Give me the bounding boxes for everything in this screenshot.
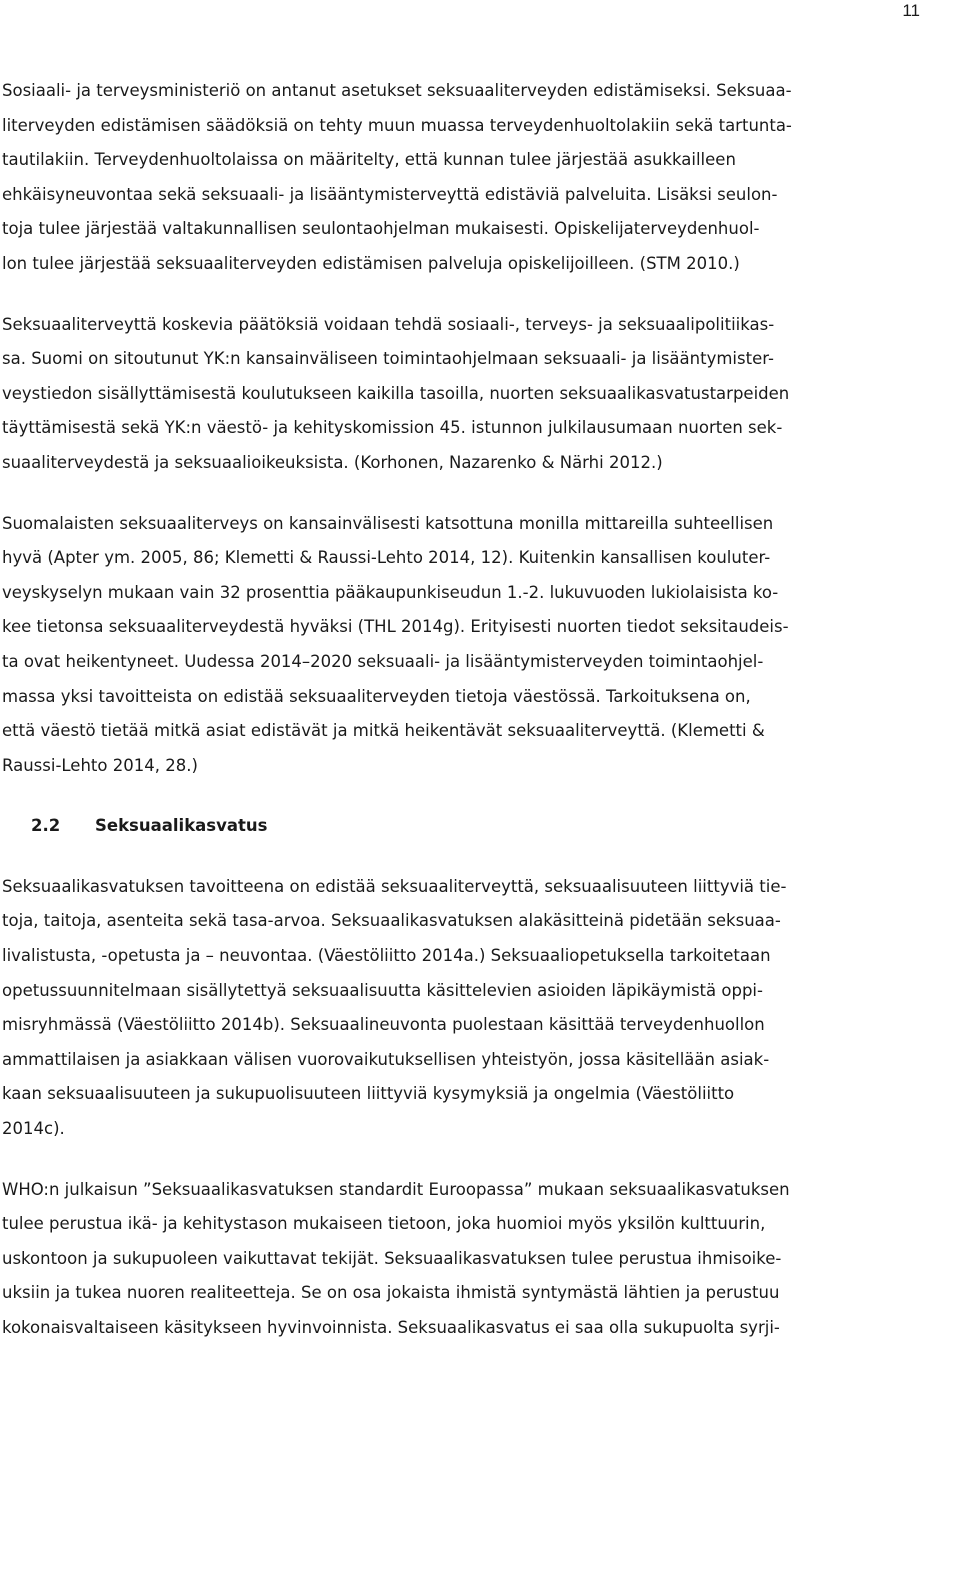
text-line: hyvä (Apter ym. 2005, 86; Klemetti & Raussi-Lehto 2014, 12). Kuitenkin kansallisen kouluter- [2, 548, 771, 568]
text-line: veyskyselyn mukaan vain 32 prosenttia pääkaupunkiseudun 1.-2. lukuvuoden lukiolaisista ko- [2, 582, 779, 602]
text-line: livalistusta, -opetusta ja – neuvontaa. (Väestöliitto 2014a.) Seksuaaliopetuksella tarkoitetaan [2, 946, 771, 966]
text-line: WHO:n julkaisun ”Seksuaalikasvatuksen standardit Euroopassa” mukaan seksuaalikasvatuksen [2, 1179, 790, 1199]
paragraph-health-status [0, 507, 948, 784]
text-line: literveyden edistämisen säädöksiä on tehty muun muassa terveydenhuoltolakiin sekä tartunta- [2, 115, 792, 135]
text-line: tulee perustua ikä- ja kehitystason mukaiseen tietoon, joka huomioi myös yksilön kulttuurin, [2, 1214, 766, 1234]
text-line: Seksuaaliterveyttä koskevia päätöksiä voidaan tehdä sosiaali-, terveys- ja seksuaalipolitiikas- [2, 314, 775, 334]
text-line: kaan seksuaalisuuteen ja sukupuolisuuteen liittyviä kysymyksiä ja ongelmia (Väestöliitto [2, 1084, 735, 1104]
document-body [0, 74, 948, 1346]
text-line: täyttämisestä sekä YK:n väestö- ja kehityskomission 45. istunnon julkilausumaan nuorten sek- [2, 418, 783, 438]
paragraph-gap [0, 481, 948, 507]
text-line: ammattilaisen ja asiakkaan välisen vuorovaikutuksellisen yhteistyön, jossa käsitellään asiak- [2, 1049, 770, 1069]
section-heading [0, 809, 948, 844]
paragraph-legislation [0, 74, 948, 282]
text-line: Suomalaisten seksuaaliterveys on kansainvälisesti katsottuna monilla mittareilla suhteellisen [2, 513, 774, 533]
text-line: sa. Suomi on sitoutunut YK:n kansainväliseen toimintaohjelmaan seksuaali- ja lisääntymister- [2, 349, 774, 369]
paragraph-sex-education-goals [0, 870, 948, 1147]
text-line: Raussi-Lehto 2014, 28.) [2, 755, 198, 775]
paragraph-gap [0, 1147, 948, 1173]
paragraph-gap [0, 844, 948, 870]
text-line: Sosiaali- ja terveysministeriö on antanut asetukset seksuaaliterveyden edistämiseksi. Seksuaa- [2, 81, 792, 100]
text-line: suaaliterveydestä ja seksuaalioikeuksista. (Korhonen, Nazarenko & Närhi 2012.) [2, 452, 663, 472]
paragraph-gap [0, 783, 948, 809]
text-line: uskontoon ja sukupuoleen vaikuttavat tekijät. Seksuaalikasvatuksen tulee perustua ihmisoike- [2, 1248, 782, 1268]
paragraph-gap [0, 282, 948, 308]
paragraph-policy [0, 308, 948, 481]
text-line: ehkäisyneuvontaa sekä seksuaali- ja lisääntymisterveyttä edistäviä palveluita. Lisäksi seulon- [2, 184, 778, 204]
text-line: tautilakiin. Terveydenhuoltolaissa on määritelty, että kunnan tulee järjestää asukkailleen [2, 150, 736, 170]
paragraph-who-standards [0, 1173, 948, 1346]
text-line: toja, taitoja, asenteita sekä tasa-arvoa. Seksuaalikasvatuksen alakäsitteinä pidetään seksuaa- [2, 911, 781, 931]
section-number: 2.2 [31, 816, 61, 836]
text-line: että väestö tietää mitkä asiat edistävät ja mitkä heikentävät seksuaaliterveyttä. (Klemetti & [2, 721, 765, 741]
text-line: misryhmässä (Väestöliitto 2014b). Seksuaalineuvonta puolestaan käsittää terveydenhuollon [2, 1015, 765, 1035]
text-line: ta ovat heikentyneet. Uudessa 2014–2020 seksuaali- ja lisääntymisterveyden toimintaohjel- [2, 651, 764, 671]
text-line: veystiedon sisällyttämisestä koulutukseen kaikilla tasoilla, nuorten seksuaalikasvatustarpeiden [2, 383, 790, 403]
text-line: kokonaisvaltaiseen käsitykseen hyvinvoinnista. Seksuaalikasvatus ei saa olla sukupuolta syrji- [2, 1318, 780, 1337]
text-line: opetussuunnitelmaan sisällytettyä seksuaalisuutta käsittelevien asioiden läpikäymistä oppi- [2, 980, 763, 1000]
section-title: Seksuaalikasvatus [95, 816, 268, 836]
text-line: lon tulee järjestää seksuaaliterveyden edistämisen palveluja opiskelijoilleen. (STM 2010.) [2, 253, 740, 273]
text-line: toja tulee järjestää valtakunnallisen seulontaohjelman mukaisesti. Opiskelijaterveydenhuol- [2, 219, 760, 239]
text-line: 2014c). [2, 1119, 65, 1139]
page-number: 11 [902, 1, 920, 20]
text-line: Seksuaalikasvatuksen tavoitteena on edistää seksuaaliterveyttä, seksuaalisuuteen liittyviä tie- [2, 876, 787, 896]
text-line: massa yksi tavoitteista on edistää seksuaaliterveyden tietoja väestössä. Tarkoituksena on, [2, 686, 751, 706]
text-line: uksiin ja tukea nuoren realiteetteja. Se on osa jokaista ihmistä syntymästä lähtien ja perustuu [2, 1283, 780, 1303]
text-line: kee tietonsa seksuaaliterveydestä hyväksi (THL 2014g). Erityisesti nuorten tiedot seksitaudeis- [2, 617, 789, 637]
